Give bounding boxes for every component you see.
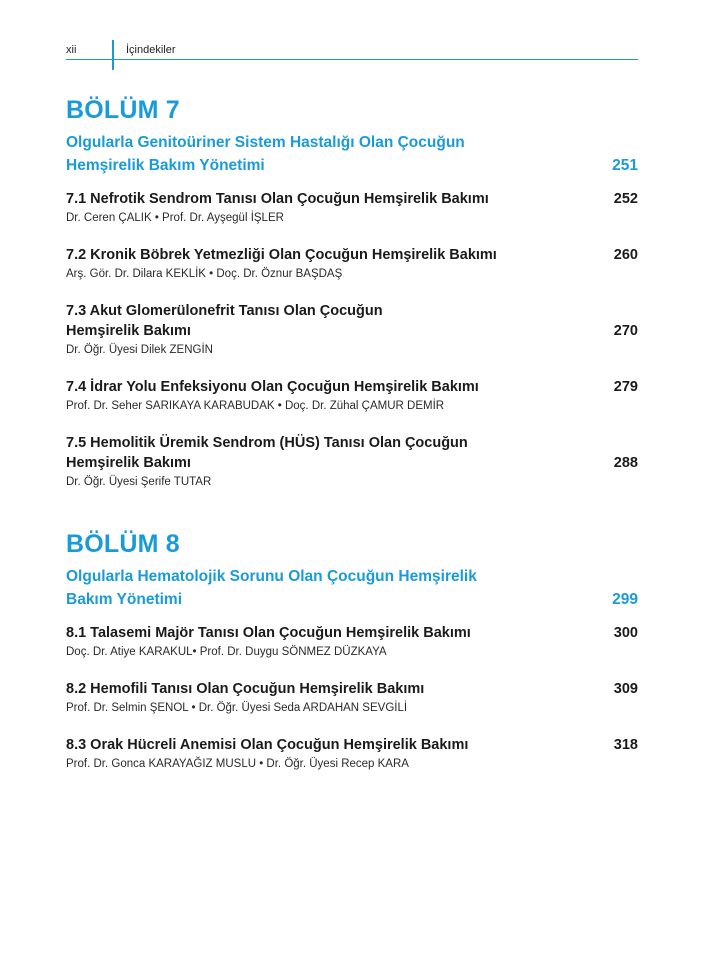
entry-title: 7.2 Kronik Böbrek Yetmezliği Olan Çocuğun Hemşirelik Bakımı	[66, 247, 497, 263]
entry-page-number: 279	[613, 379, 638, 395]
entry-page-number: 260	[613, 247, 638, 263]
entry-page-number: 288	[613, 455, 638, 471]
chapter-subtitle-line: Bakım Yönetimi	[66, 591, 183, 608]
toc-entry-7-3[interactable]	[66, 301, 638, 359]
chapter-subtitle-link[interactable]	[66, 565, 638, 611]
page-number: xii	[66, 44, 77, 56]
toc-entry-7-2[interactable]	[66, 245, 638, 283]
entry-title: 7.3 Akut Glomerülonefrit Tanısı Olan Çocuğun	[66, 303, 383, 319]
chapter-subtitle-line: Olgularla Genitoüriner Sistem Hastalığı Olan Çocuğun	[66, 134, 465, 151]
header-rule	[66, 59, 638, 60]
chapter-page-number: 299	[612, 591, 638, 608]
header-title: İçindekiler	[126, 44, 176, 56]
toc-entry-8-2[interactable]	[66, 679, 638, 717]
entry-page-number: 318	[613, 737, 638, 753]
header-divider-vertical	[112, 40, 114, 70]
toc-entry-8-3[interactable]	[66, 735, 638, 773]
entry-title: 7.4 İdrar Yolu Enfeksiyonu Olan Çocuğun Hemşirelik Bakımı	[66, 379, 479, 395]
entry-authors: Dr. Ceren ÇALIK • Prof. Dr. Ayşegül İŞLER	[66, 212, 284, 224]
entry-authors: Dr. Öğr. Üyesi Şerife TUTAR	[66, 476, 212, 488]
chapter-subtitle-link[interactable]	[66, 131, 638, 177]
entry-authors: Prof. Dr. Seher SARIKAYA KARABUDAK • Doç. Dr. Zühal ÇAMUR DEMİR	[66, 400, 445, 412]
chapter-title: BÖLÜM 7	[66, 96, 180, 124]
toc-entry-8-1[interactable]	[66, 623, 638, 661]
entry-title-line2: Hemşirelik Bakımı	[66, 323, 191, 339]
entry-authors: Dr. Öğr. Üyesi Dilek ZENGİN	[66, 344, 213, 356]
chapter-7	[66, 96, 638, 509]
running-header	[66, 40, 638, 68]
entry-title: 8.3 Orak Hücreli Anemisi Olan Çocuğun Hemşirelik Bakımı	[66, 737, 469, 753]
toc-entry-7-1[interactable]	[66, 189, 638, 227]
entry-authors: Doç. Dr. Atiye KARAKUL• Prof. Dr. Duygu SÖNMEZ DÜZKAYA	[66, 646, 387, 658]
chapter-subtitle-line: Hemşirelik Bakım Yönetimi	[66, 157, 265, 174]
entry-authors: Arş. Gör. Dr. Dilara KEKLİK • Doç. Dr. Öznur BAŞDAŞ	[66, 268, 343, 280]
entry-page-number: 309	[613, 681, 638, 697]
entry-page-number: 270	[613, 323, 638, 339]
entry-authors: Prof. Dr. Selmin ŞENOL • Dr. Öğr. Üyesi Seda ARDAHAN SEVGİLİ	[66, 702, 408, 714]
entry-title: 8.1 Talasemi Majör Tanısı Olan Çocuğun Hemşirelik Bakımı	[66, 625, 471, 641]
entry-page-number: 300	[613, 625, 638, 641]
entry-title: 8.2 Hemofili Tanısı Olan Çocuğun Hemşirelik Bakımı	[66, 681, 425, 697]
toc-entry-7-5[interactable]	[66, 433, 638, 491]
entry-page-number: 252	[613, 191, 638, 207]
entry-title: 7.5 Hemolitik Üremik Sendrom (HÜS) Tanısı Olan Çocuğun	[66, 435, 468, 451]
chapter-8	[66, 530, 638, 791]
entry-title: 7.1 Nefrotik Sendrom Tanısı Olan Çocuğun Hemşirelik Bakımı	[66, 191, 489, 207]
chapter-subtitle-line: Olgularla Hematolojik Sorunu Olan Çocuğun Hemşirelik	[66, 568, 477, 585]
toc-entry-7-4[interactable]	[66, 377, 638, 415]
chapter-title: BÖLÜM 8	[66, 530, 180, 558]
entry-authors: Prof. Dr. Gonca KARAYAĞIZ MUSLU • Dr. Öğr. Üyesi Recep KARA	[66, 758, 409, 770]
entry-title-line2: Hemşirelik Bakımı	[66, 455, 191, 471]
chapter-page-number: 251	[612, 157, 638, 174]
